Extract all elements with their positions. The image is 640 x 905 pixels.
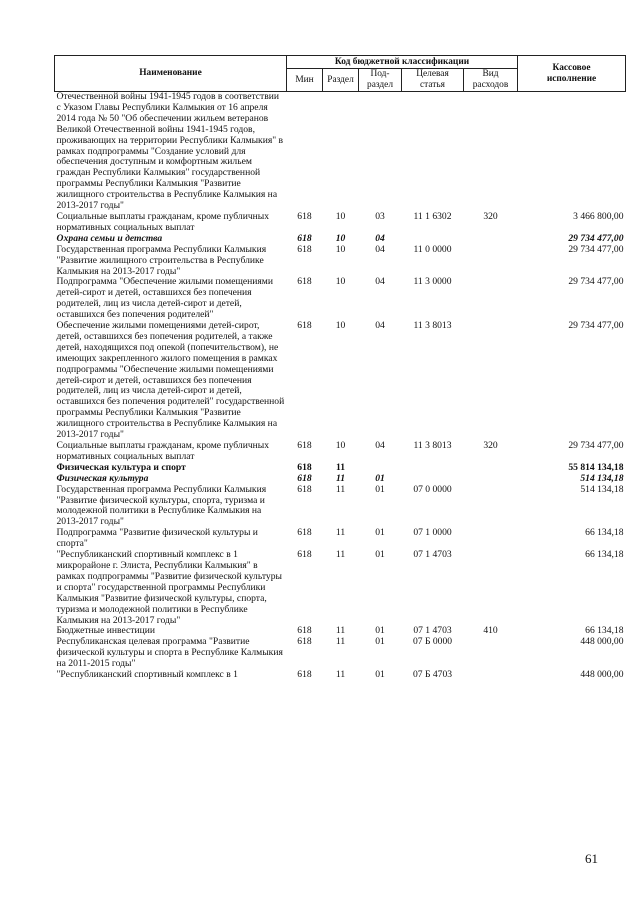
- header-target: [402, 69, 464, 92]
- cell-name: Физическая культура и спорт: [56, 461, 186, 473]
- cell-podrazdel: 04: [375, 440, 385, 451]
- cell-min: 618: [297, 210, 312, 222]
- cell-amount: 3 466 800,00: [573, 210, 624, 222]
- cell-amount: 55 814 134,18: [568, 461, 624, 473]
- header-razdel: Раздел: [323, 69, 359, 92]
- cell-name: Государственная программа Республики Калмыкия "Развитие жилищного строительства в Республике Калмыкия на 2013-2017 годы": [56, 243, 267, 277]
- header-amount-text: Кассовое исполнение: [546, 62, 597, 84]
- cell-amount: 29 734 477,00: [568, 320, 624, 332]
- cell-target: 07 1 4703: [413, 625, 452, 637]
- cell-name: "Республиканский спортивный комплекс в 1: [56, 669, 238, 681]
- cell-amount: 29 734 477,00: [568, 276, 624, 288]
- cell-target: 11 3 8013: [413, 440, 452, 451]
- cell-amount: 66 134,18: [585, 527, 624, 539]
- table-row: [55, 670, 626, 681]
- cell-amount: 514 134,18: [580, 483, 624, 495]
- table-row: [55, 550, 626, 626]
- cell-min: [287, 92, 323, 212]
- cell-vid: [464, 245, 518, 278]
- cell-amount: 448 000,00: [580, 669, 624, 681]
- cell-min: 618: [297, 669, 312, 681]
- cell-vid: [464, 321, 518, 441]
- cell-vid: 320: [483, 440, 498, 451]
- cell-amount: 66 134,18: [585, 549, 624, 561]
- cell-podrazdel: 01: [375, 472, 385, 484]
- cell-podrazdel: 01: [375, 669, 385, 681]
- cell-amount: [518, 92, 626, 212]
- cell-target: [402, 463, 464, 474]
- header-podrazdel: [359, 69, 402, 92]
- cell-name: Подпрограмма "Развитие физической культуры и спорта": [56, 527, 258, 550]
- cell-vid: [464, 234, 518, 245]
- cell-podrazdel: 04: [375, 276, 385, 288]
- cell-target: 07 1 0000: [413, 527, 452, 539]
- cell-vid: [464, 550, 518, 626]
- cell-razdel: 11: [335, 625, 346, 637]
- cell-name: "Республиканский спортивный комплекс в 1 микрорайоне г. Элиста, Республики Калмыкия" в рамках подпрограммы "Развитие физической культуры и спорта" государственной программы Республики Калмыкия "Развитие физической культуры, спорта, туризма и молодежной политики в Республике Калмыкия на 2013-2017 годы": [56, 549, 282, 626]
- cell-name: Бюджетные инвестиции: [56, 625, 155, 637]
- cell-podrazdel: 04: [375, 320, 385, 332]
- cell-vid: 410: [483, 625, 498, 637]
- cell-target: 11 0 0000: [413, 243, 452, 255]
- cell-min: 618: [297, 472, 312, 484]
- cell-amount: 29 734 477,00: [568, 232, 624, 244]
- page-number: 61: [585, 851, 598, 866]
- cell-razdel: 11: [335, 472, 346, 484]
- table-row: [55, 485, 626, 529]
- cell-razdel: 11: [335, 527, 346, 539]
- cell-min: 618: [297, 276, 312, 288]
- cell-amount: 66 134,18: [585, 625, 624, 637]
- header-min: Мин: [287, 69, 323, 92]
- cell-target: 07 0 0000: [413, 483, 452, 495]
- cell-name: Социальные выплаты гражданам, кроме публичных нормативных социальных выплат: [56, 440, 270, 462]
- cell-razdel: 10: [335, 320, 346, 332]
- cell-target: 07 1 4703: [413, 549, 452, 561]
- cell-amount: 29 734 477,00: [568, 440, 624, 451]
- cell-target: [402, 474, 464, 485]
- cell-name: Обеспечение жилыми помещениями детей-сирот, детей, оставшихся без попечения родителей, а также детей, находящихся под опекой (попечительством), не имеющих закрепленного жилого помещения в рамках подпрограммы "Обеспечение жилыми помещениями детей-сирот и детей, оставшихся без попечения родителей, лиц из числа детей-сирот и детей, оставшихся без попечения родителей" государственной программы Республики Калмыкия "Развитие жилищного строительства в Республике Калмыкия на 2013-2017 годы": [56, 320, 285, 441]
- cell-amount: 29 734 477,00: [568, 243, 624, 255]
- cell-vid: [464, 485, 518, 529]
- header-code-group: Код бюджетной классификации: [287, 56, 518, 69]
- cell-min: 618: [297, 461, 312, 473]
- cell-name: Республиканская целевая программа "Развитие физической культуры и спорта в Республике Калмыкия на 2011-2015 годы": [56, 636, 283, 670]
- cell-podrazdel: 04: [375, 243, 385, 255]
- table-row: [55, 212, 626, 234]
- table-row: [55, 528, 626, 550]
- cell-vid: [464, 637, 518, 670]
- cell-name: Охрана семьи и детства: [56, 232, 163, 244]
- cell-podrazdel: [359, 92, 402, 212]
- cell-vid: [464, 463, 518, 474]
- cell-podrazdel: 01: [375, 527, 385, 539]
- budget-table: [54, 55, 626, 681]
- header-amount: [518, 56, 626, 92]
- cell-min: 618: [297, 320, 312, 332]
- header-name: Наименование: [55, 56, 287, 92]
- cell-podrazdel: 01: [375, 625, 385, 637]
- cell-podrazdel: 01: [375, 483, 385, 495]
- cell-razdel: 10: [335, 243, 346, 255]
- cell-amount: 448 000,00: [580, 636, 624, 648]
- table-row: [55, 321, 626, 441]
- table-row: [55, 637, 626, 670]
- cell-razdel: 10: [335, 232, 346, 244]
- cell-target: 07 Б 0000: [412, 636, 453, 648]
- cell-razdel: 10: [335, 210, 346, 222]
- cell-podrazdel: 03: [375, 210, 385, 222]
- cell-name: Социальные выплаты гражданам, кроме публичных нормативных социальных выплат: [56, 210, 270, 233]
- header-vid: [464, 69, 518, 92]
- cell-min: 618: [297, 636, 312, 648]
- cell-vid: [464, 670, 518, 681]
- cell-target: 11 1 6302: [413, 210, 452, 222]
- cell-name: Физическая культура: [56, 472, 149, 484]
- cell-target: 07 Б 4703: [412, 669, 453, 681]
- cell-razdel: 11: [335, 461, 346, 473]
- cell-min: 618: [297, 440, 312, 451]
- cell-min: 618: [297, 483, 312, 495]
- cell-podrazdel: 04: [375, 232, 385, 244]
- cell-podrazdel: 01: [375, 636, 385, 648]
- cell-vid: [464, 528, 518, 550]
- cell-razdel: 11: [335, 636, 346, 648]
- header-podrazdel-text: Под- раздел: [367, 69, 393, 90]
- cell-vid: [464, 277, 518, 321]
- cell-target: 11 3 8013: [413, 320, 452, 332]
- cell-podrazdel: 01: [375, 549, 385, 561]
- table-row: [55, 92, 626, 212]
- cell-razdel: 11: [335, 483, 346, 495]
- cell-razdel: 10: [335, 440, 346, 451]
- table-row: [55, 474, 626, 485]
- cell-target: [402, 92, 464, 212]
- cell-vid: [464, 474, 518, 485]
- cell-vid: [464, 92, 518, 212]
- cell-razdel: [323, 92, 359, 212]
- cell-name: Отечественной войны 1941-1945 годов в соответствии с Указом Главы Республики Калмыкия от 16 апреля 2014 года № 50 "Об обеспечении жильем ветеранов Великой Отечественной войны 1941-1945 годов, проживающих на территории Республики Калмыкия" в рамках подпрограммы "Создание условий для обеспечения доступным и комфортным жильем граждан Республики Калмыкия" государственной программы Республики Калмыкия "Развитие жилищного строительства в Республике Калмыкия на 2013-2017 годы": [56, 91, 284, 212]
- cell-vid: 320: [483, 210, 498, 222]
- cell-min: 618: [297, 549, 312, 561]
- cell-target: 11 3 0000: [413, 276, 452, 288]
- table-body: [55, 92, 626, 681]
- cell-min: 618: [297, 625, 312, 637]
- cell-min: 618: [297, 232, 312, 244]
- table-header: [55, 56, 626, 92]
- table-row: [55, 441, 626, 463]
- cell-min: 618: [297, 527, 312, 539]
- cell-min: 618: [297, 243, 312, 255]
- table-row: [55, 245, 626, 278]
- cell-amount: 514 134,18: [580, 472, 624, 484]
- header-vid-text: Вид расходов: [472, 69, 509, 90]
- cell-name: Государственная программа Республики Калмыкия "Развитие физической культуры, спорта, туризма и молодежной политики в Республике Калмыкия на 2013-2017 годы": [56, 483, 267, 528]
- table-row: [55, 277, 626, 321]
- cell-name: Подпрограмма "Обеспечение жилыми помещениями детей-сирот и детей, оставшихся без попечения родителей, лиц из числа детей-сирот и детей, оставшихся без попечения родителей": [56, 276, 274, 321]
- cell-razdel: 10: [335, 276, 346, 288]
- header-target-text: Целевая статья: [416, 69, 449, 90]
- cell-razdel: 11: [335, 549, 346, 561]
- cell-razdel: 11: [335, 669, 346, 681]
